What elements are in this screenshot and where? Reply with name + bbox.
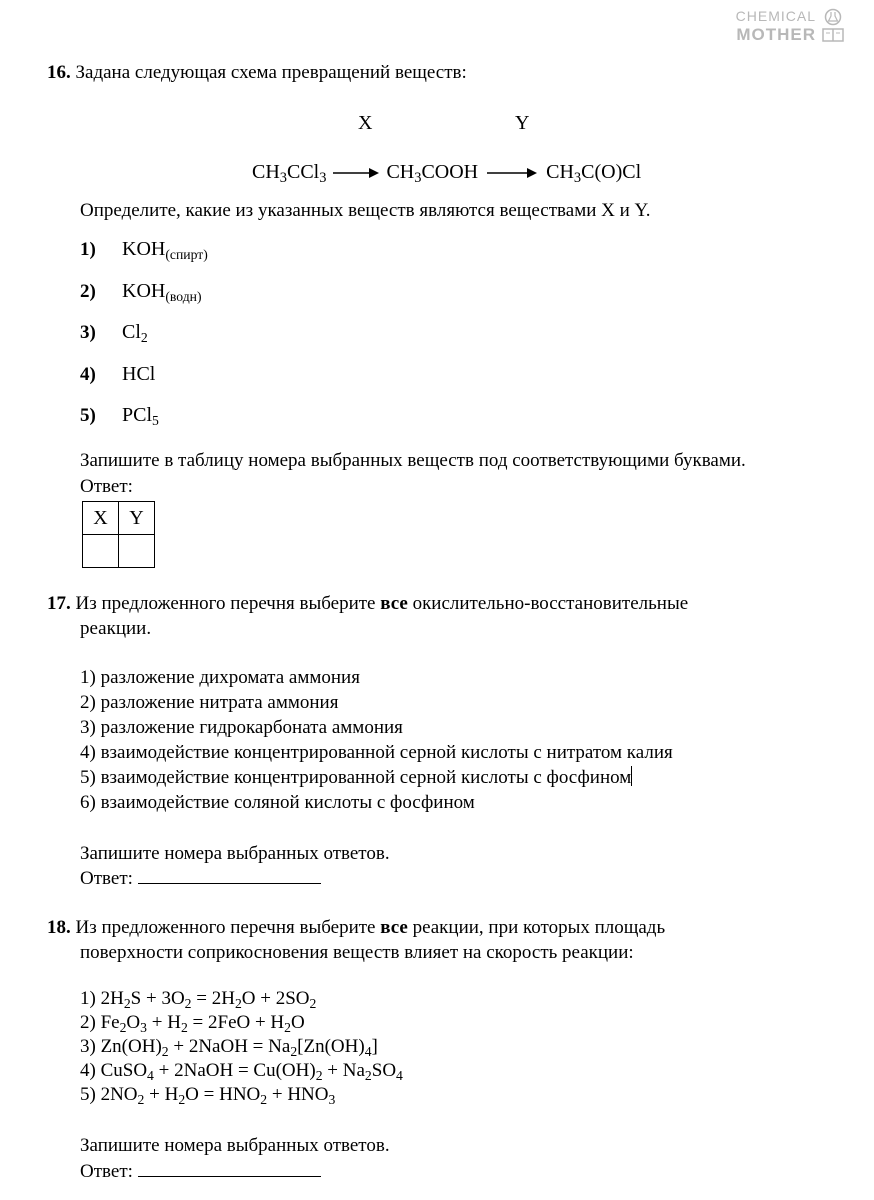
- q18-answer-field[interactable]: [138, 1160, 321, 1177]
- logo-line2: MOTHER: [736, 24, 816, 44]
- q17-instruction: Запишите номера выбранных ответов.: [80, 843, 390, 864]
- list-item: 2) $Fe_2O_3 + H_2 = 2FeO + H_2O$: [80, 1012, 305, 1035]
- q16-reagent-y: Y: [515, 112, 530, 134]
- book-icon: [822, 28, 844, 42]
- answer-cell-y[interactable]: [119, 535, 155, 568]
- list-item: 3) $Zn(OH)_2$ + 2NaOH = $Na_2[Zn(OH)_4]$: [80, 1036, 378, 1059]
- flask-icon: [824, 8, 842, 26]
- q16-option: 3) $Cl_2$: [80, 321, 148, 345]
- q16-option: 5) PCl$_5$: [80, 404, 159, 428]
- list-item: 1) разложение дихромата аммония: [80, 667, 360, 688]
- list-item: 1) $2H_2S + 3O_2 = 2H_2O + 2SO_2$: [80, 988, 317, 1011]
- q17-number: 17.: [47, 593, 71, 614]
- q17-list: [80, 665, 673, 815]
- q16-prompt: Задана следующая схема превращений веществ:: [75, 62, 467, 83]
- list-item: 2) разложение нитрата аммония: [80, 692, 339, 713]
- list-item: 3) разложение гидрокарбоната аммония: [80, 717, 403, 738]
- list-item: 4) CuSO$_4$ + 2NaOH = $Cu(OH)_2 + Na_2SO_4$: [80, 1060, 403, 1083]
- list-item: 5) $2NO_2 + H_2O = HNO_2 + HNO_3$: [80, 1084, 336, 1107]
- q16-instruction: Запишите в таблицу номера выбранных веществ под соответствующими буквами.: [80, 450, 746, 471]
- table-header-x: X: [83, 502, 119, 535]
- q16-question: Определите, какие из указанных веществ являются веществами X и Y.: [80, 200, 651, 221]
- q17-answer: [80, 867, 321, 891]
- q18-header: [47, 917, 665, 940]
- q17-answer-label: Ответ:: [80, 868, 133, 889]
- q16-option: 2) $KOH_{(водн)}$: [80, 280, 202, 304]
- q17-prompt: Из предложенного перечня выберите все окислительно-восстановительные: [75, 593, 689, 614]
- q17-prompt-line2: реакции.: [80, 618, 152, 639]
- q18-prompt: Из предложенного перечня выберите все реакции, при которых площадь: [75, 917, 666, 938]
- q16-scheme: [252, 160, 642, 187]
- arrow-icon: [487, 167, 537, 179]
- q18-prompt-line2: поверхности соприкосновения веществ влияет на скорость реакции:: [80, 942, 634, 963]
- logo-line1: CHEMICAL: [735, 8, 816, 24]
- q16-reagent-x: X: [358, 112, 373, 134]
- q16-header: [47, 62, 467, 85]
- list-item: 5) взаимодействие концентрированной серной кислоты с фосфином: [80, 767, 632, 788]
- q16-number: 16.: [47, 62, 71, 83]
- q16-answer-label: Ответ:: [80, 476, 133, 497]
- q17-answer-field[interactable]: [138, 867, 321, 884]
- q18-number: 18.: [47, 917, 71, 938]
- q18-list: [80, 987, 403, 1107]
- q16-option: 1) $KOH_{(спирт)}$: [80, 238, 208, 262]
- scheme-end: $CH_3C(O)Cl$: [546, 161, 642, 187]
- scheme-start: $CH_3CCl_3$: [252, 161, 327, 187]
- answer-cell-x[interactable]: [83, 535, 119, 568]
- q16-answer-table: [82, 501, 155, 568]
- q18-instruction: Запишите номера выбранных ответов.: [80, 1135, 390, 1156]
- q16-option: 4) HCl: [80, 363, 156, 385]
- q18-answer-label: Ответ:: [80, 1161, 133, 1182]
- list-item: 4) взаимодействие концентрированной серной кислоты с нитратом калия: [80, 742, 673, 763]
- q17-header: [47, 593, 688, 616]
- q18-answer: [80, 1160, 321, 1184]
- logo: [736, 8, 844, 45]
- list-item: 6) взаимодействие соляной кислоты с фосфином: [80, 792, 475, 813]
- arrow-icon: [333, 167, 379, 179]
- scheme-middle: $CH_3COOH$: [386, 161, 479, 187]
- table-header-y: Y: [119, 502, 155, 535]
- text-cursor: [631, 766, 632, 786]
